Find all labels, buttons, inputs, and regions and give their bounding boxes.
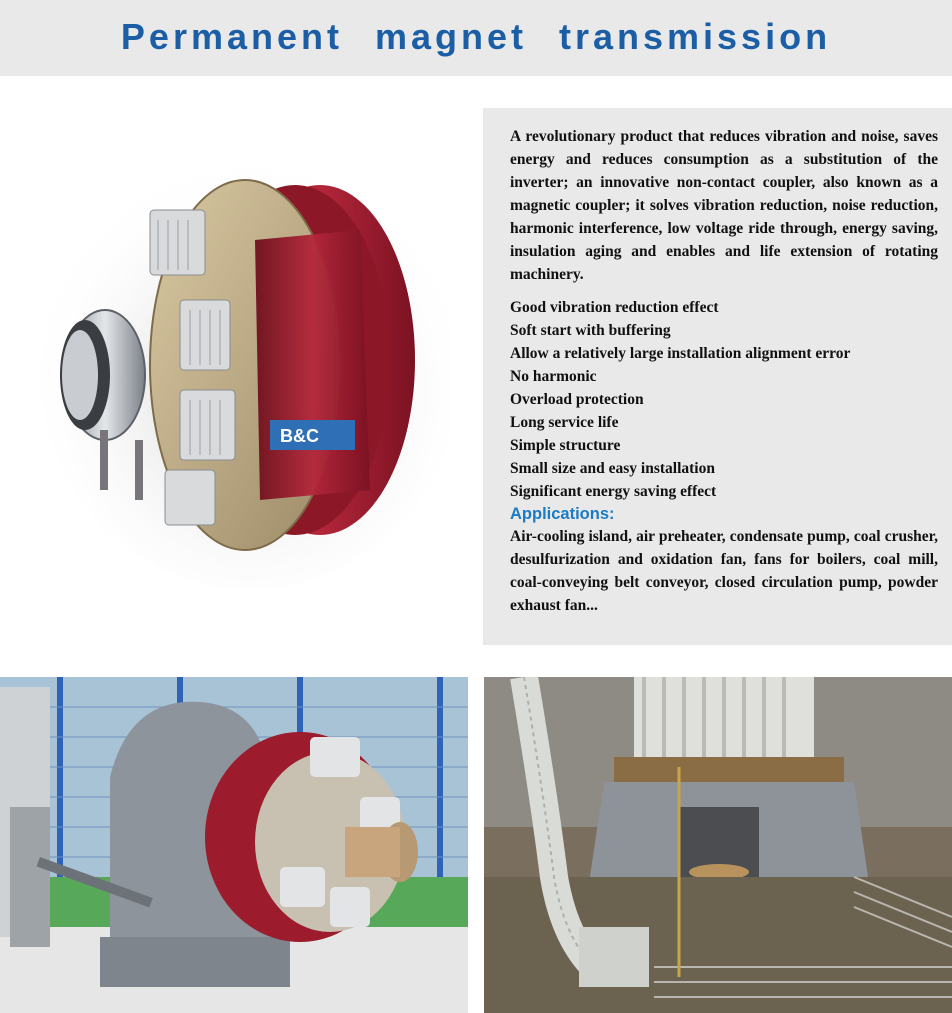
list-item: Long service life [510,414,619,431]
test-bench-photo [0,677,468,1013]
list-item: No harmonic [510,368,597,385]
field-installation-photo [484,677,952,1013]
applications-heading: Applications: [510,505,615,523]
applications-text: Air-cooling island, air preheater, condensate pump, coal crusher, desulfurization and oxidation fan, fans for boilers, coal mill, coal-conveying belt conveyor, closed circulation pump, powder exhaust fan... [510,528,938,614]
feature-list [510,296,938,503]
intro-paragraph: A revolutionary product that reduces vibration and noise, saves energy and reduces consumption as a substitution of the inverter; an innovative non-contact coupler, also known as a magnetic coupler; it solves vibration reduction, noise reduction, harmonic interference, low voltage ride through, energy saving, insulation aging and enables and life extension of rotating machinery. [510,128,938,283]
list-item: Significant energy saving effect [510,483,717,500]
list-item: Good vibration reduction effect [510,299,719,316]
list-item: Overload protection [510,391,644,408]
list-item: Allow a relatively large installation alignment error [510,345,851,362]
info-panel [483,108,952,645]
list-item: Soft start with buffering [510,322,671,339]
product-logo: B&C [280,426,319,446]
header-band [0,0,952,76]
page-title: Permanent magnet transmission [120,16,832,57]
list-item: Simple structure [510,437,621,454]
list-item: Small size and easy installation [510,460,715,477]
magnetic-coupler-product-photo [30,120,450,600]
